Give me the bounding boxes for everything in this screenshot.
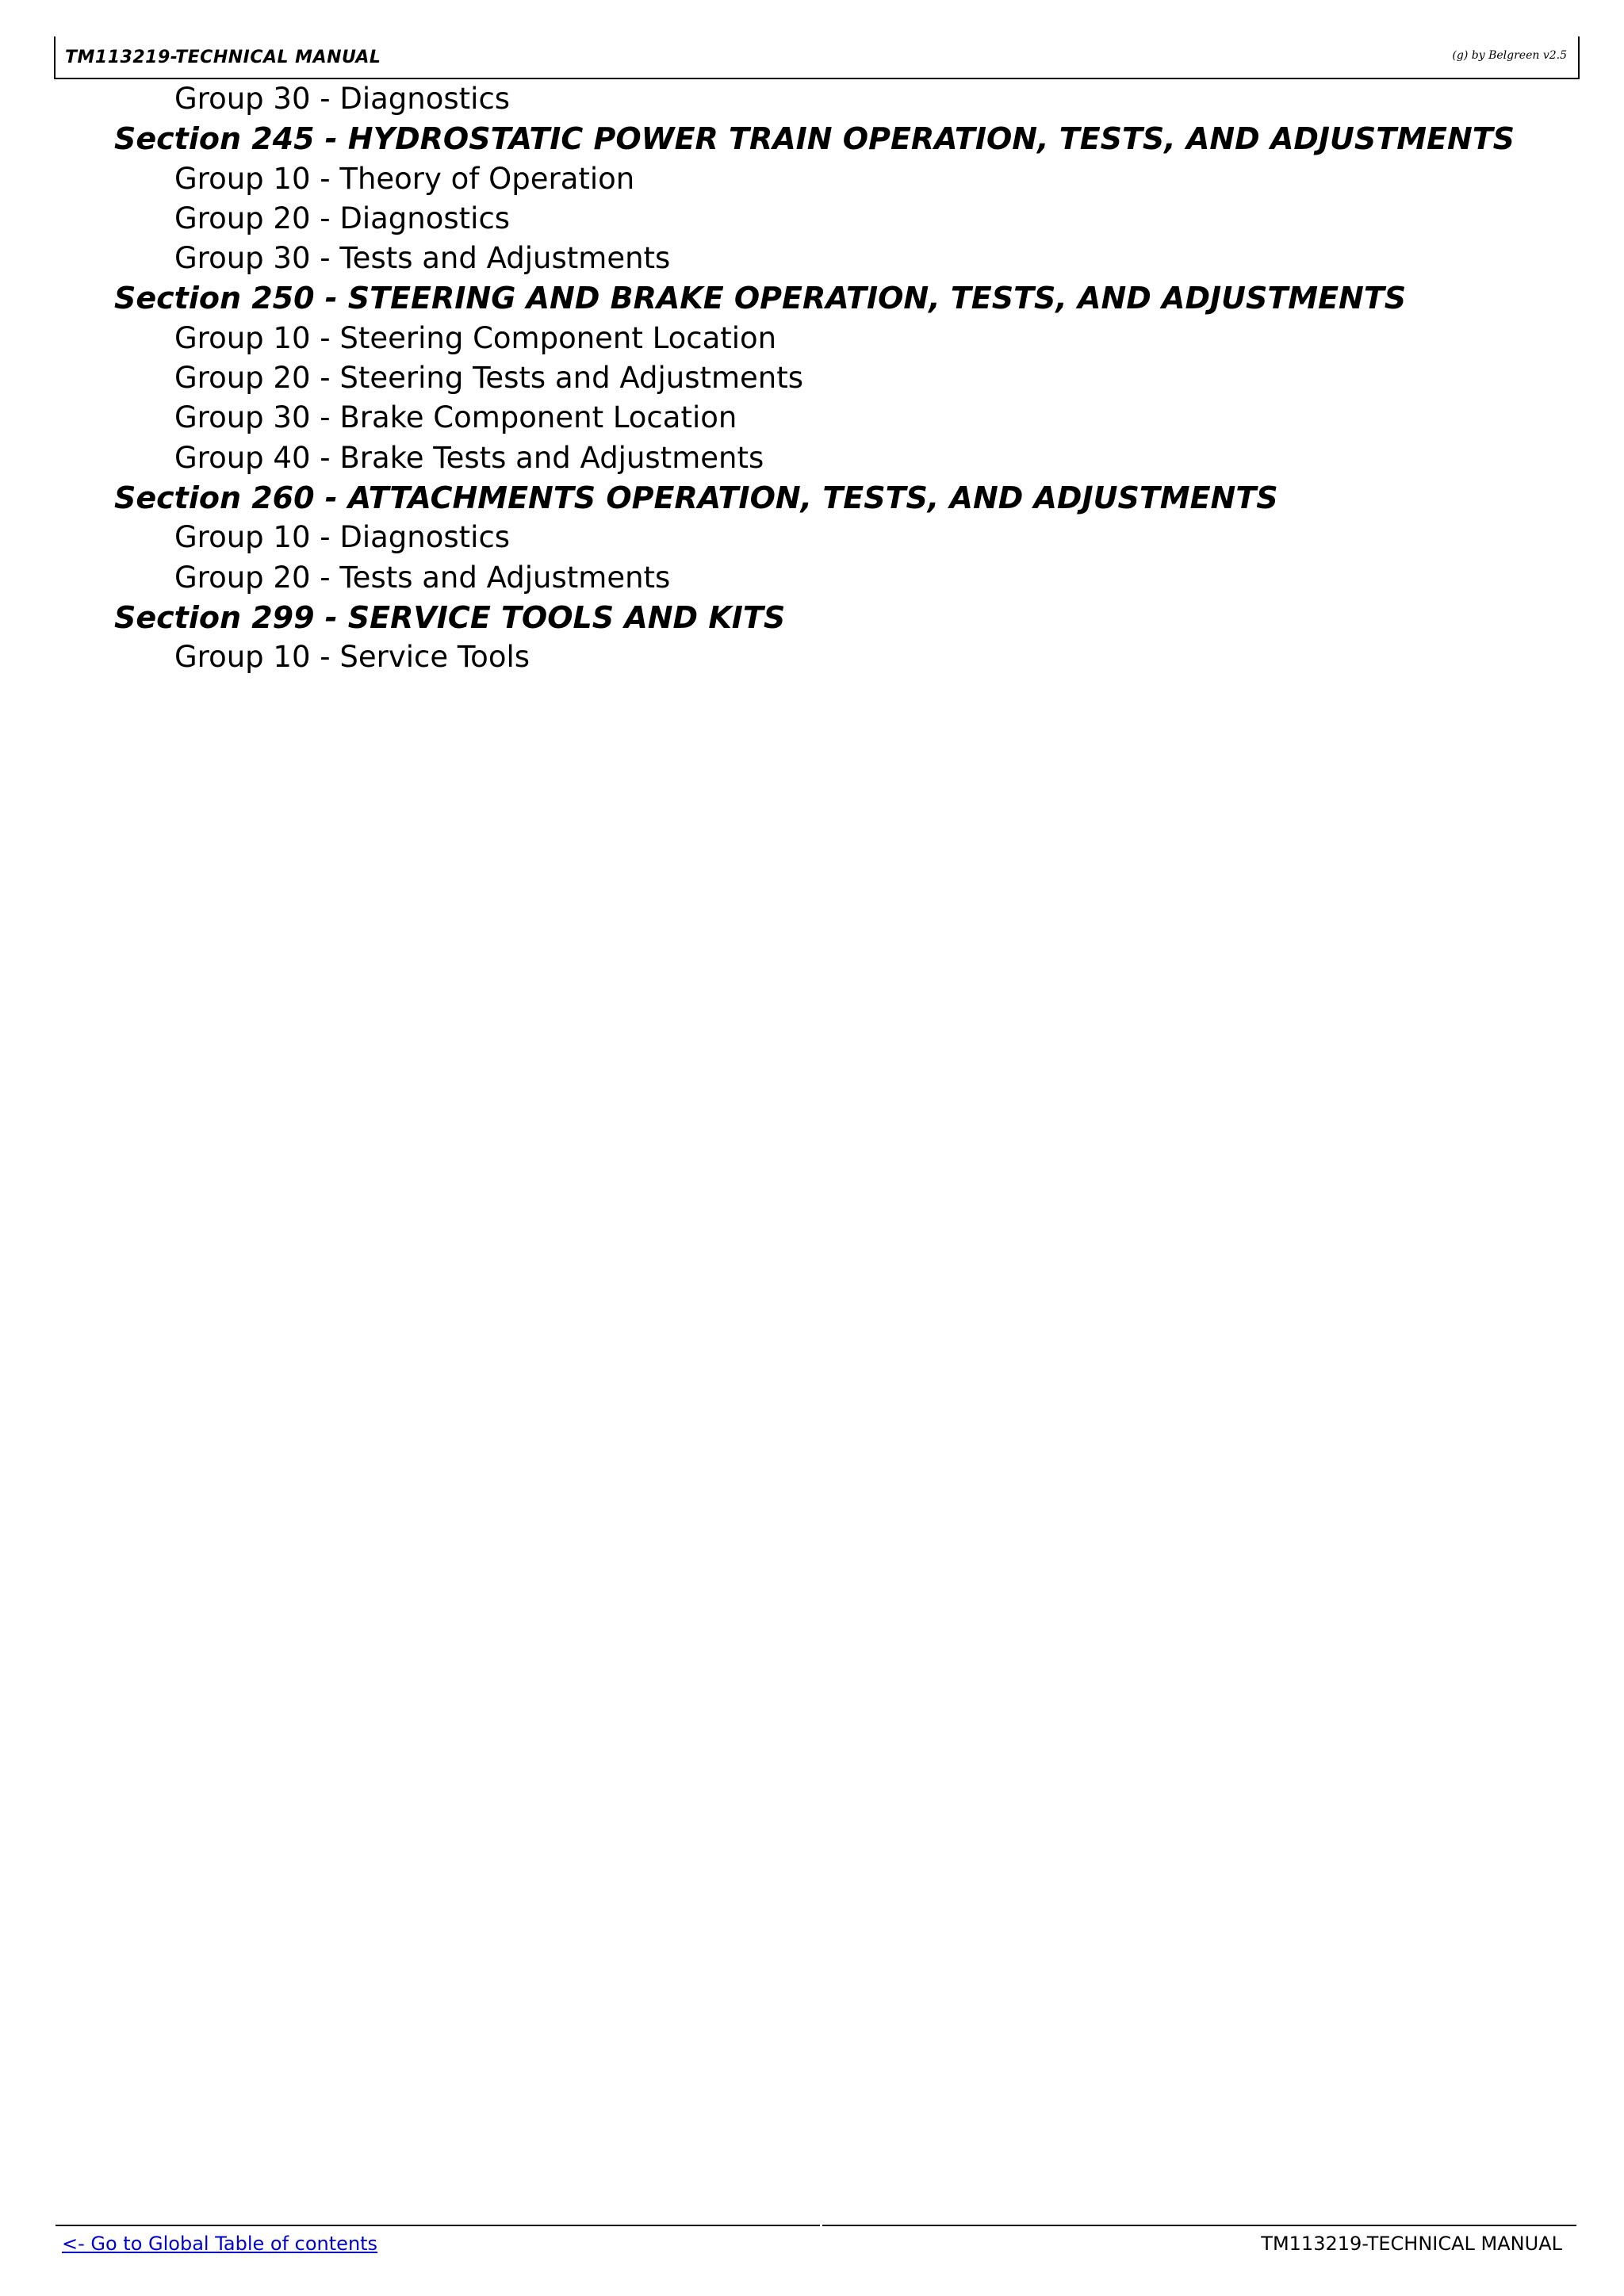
header-credit: (g) by Belgreen v2.5 <box>1452 49 1567 62</box>
toc-group-item[interactable]: Group 10 - Service Tools <box>174 640 530 675</box>
toc-group-item[interactable]: Group 40 - Brake Tests and Adjustments <box>174 440 764 475</box>
footer-divider-gap <box>820 2225 822 2226</box>
toc-group-item[interactable]: Group 20 - Diagnostics <box>174 201 511 235</box>
toc-section-item[interactable]: Section 245 - HYDROSTATIC POWER TRAIN OPERATION, TESTS, AND ADJUSTMENTS <box>114 121 1515 157</box>
page-header <box>54 36 1580 79</box>
toc-group-item[interactable]: Group 20 - Steering Tests and Adjustments <box>174 361 804 396</box>
toc-section-item[interactable]: Section 250 - STEERING AND BRAKE OPERATION, TESTS, AND ADJUSTMENTS <box>114 281 1407 316</box>
footer-divider <box>56 2225 1576 2226</box>
toc-group-item[interactable]: Group 30 - Tests and Adjustments <box>174 241 671 276</box>
toc-section-item[interactable]: Section 260 - ATTACHMENTS OPERATION, TESTS, AND ADJUSTMENTS <box>114 480 1278 515</box>
toc-section-item[interactable]: Section 299 - SERVICE TOOLS AND KITS <box>114 599 786 635</box>
toc-group-item[interactable]: Group 30 - Diagnostics <box>174 82 511 116</box>
header-divider <box>841 36 842 78</box>
toc-group-item[interactable]: Group 10 - Steering Component Location <box>174 320 777 355</box>
toc-group-item[interactable]: Group 20 - Tests and Adjustments <box>174 560 671 595</box>
table-of-contents <box>0 79 1624 677</box>
toc-group-item[interactable]: Group 10 - Diagnostics <box>174 520 511 555</box>
header-title: TM113219-TECHNICAL MANUAL <box>65 48 381 67</box>
global-toc-link[interactable]: <- Go to Global Table of contents <box>62 2233 378 2255</box>
toc-group-item[interactable]: Group 10 - Theory of Operation <box>174 161 635 196</box>
footer-manual-name: TM113219-TECHNICAL MANUAL <box>1261 2233 1562 2255</box>
toc-group-item[interactable]: Group 30 - Brake Component Location <box>174 400 737 435</box>
